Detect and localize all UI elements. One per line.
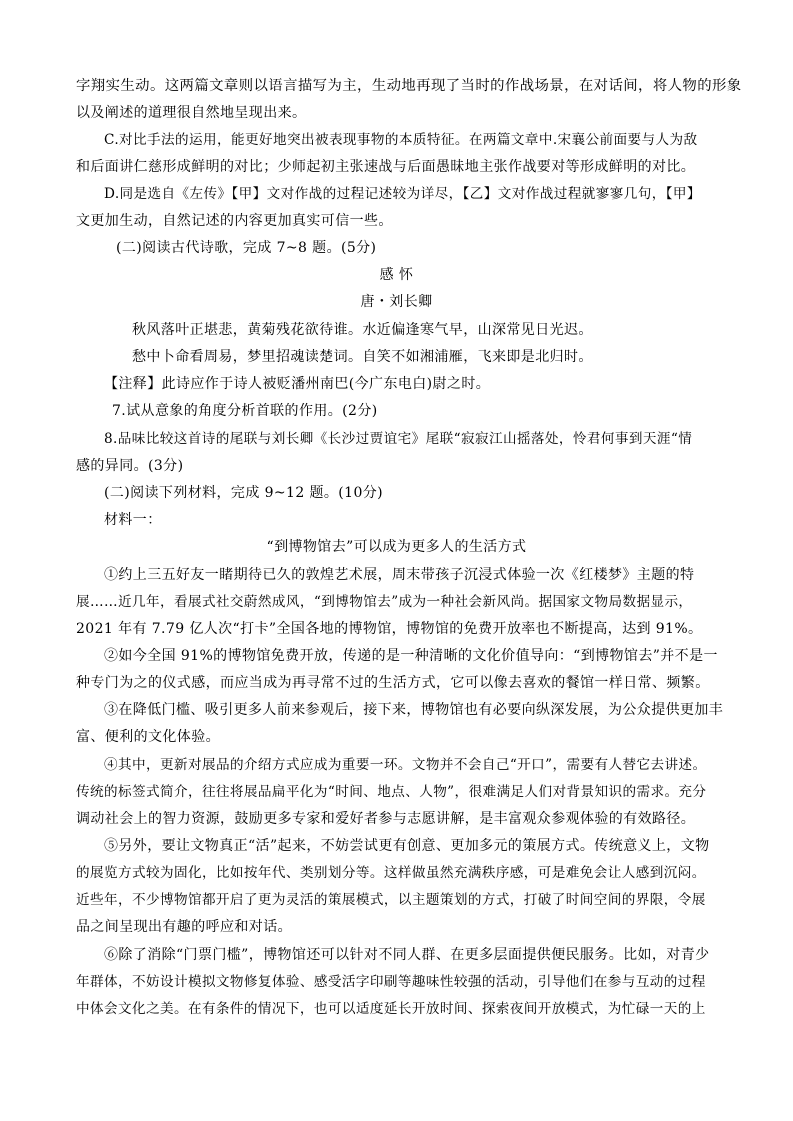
poem-note: 【注释】此诗应作于诗人被贬潘州南巴(今广东电白)尉之时。 xyxy=(104,376,491,392)
material-label: 材料一： xyxy=(104,512,162,528)
paragraph-3-line-2: 富、便利的文化体验。 xyxy=(76,729,220,745)
paragraph-4-line-1: ④其中，更新对展品的介绍方式应成为重要一环。文物并不会自己“开口”，需要有人替它去讲述。 xyxy=(104,757,707,773)
option-b-line-3: 以及阐述的道理很自然地呈现出来。 xyxy=(76,105,307,121)
option-d-line-1: D.同是选自《左传》【甲】文对作战的过程记述较为详尽，【乙】文对作战过程就寥寥几句，【甲】 xyxy=(104,186,701,202)
option-b-line-2: 字翔实生动。这两篇文章则以语言描写为主，生动地再现了当时的作战场景，在对话间，将人物的形象 xyxy=(76,78,742,94)
poem-line-1: 秋风落叶正堪悲，黄菊残花欲待谁。水近偏逢寒气早，山深常见日光迟。 xyxy=(132,322,593,338)
option-d-line-2: 文更加生动，自然记述的内容更加真实可信一些。 xyxy=(76,213,393,229)
paragraph-5-line-3: 近些年，不少博物馆都开启了更为灵活的策展模式，以主题策划的方式，打破了时间空间的界限，令展 xyxy=(76,892,706,908)
material-section-heading: (二)阅读下列材料，完成 9~12 题。(10分) xyxy=(104,485,384,501)
poem-line-2: 愁中卜命看周易，梦里招魂读楚词。自笑不如湘浦雁，飞来即是北归时。 xyxy=(132,349,593,365)
poem-section-heading: (二)阅读古代诗歌，完成 7~8 题。(5分) xyxy=(116,240,377,256)
paragraph-6-line-2: 年群体，不妨设计模拟文物修复体验、感受活字印刷等趣味性较强的活动，引导他们在参与互动的过程 xyxy=(76,974,706,990)
option-c-line-1: C.对比手法的运用，能更好地突出被表现事物的本质特征。在两篇文章中.宋襄公前面要与人为敌 xyxy=(104,132,698,148)
paragraph-2-line-1: ②如今全国 91%的博物馆免费开放，传递的是一种清晰的文化价值导向：“到博物馆去”并不是一 xyxy=(104,648,718,664)
poem-title: 感 怀 xyxy=(379,267,414,283)
paragraph-5-line-2: 的展览方式较为固化，比如按年代、类别划分等。这样做虽然充满秩序感，可是难免会让人感到沉闷。 xyxy=(76,865,706,881)
paragraph-6-line-1: ⑥除了消除“门票门槛”，博物馆还可以针对不同人群、在更多层面提供便民服务。比如，对青少 xyxy=(104,947,710,963)
paragraph-1-line-3: 2021 年有 7.79 亿人次“打卡”全国各地的博物馆，博物馆的免费开放率也不断提高，达到 91%。 xyxy=(76,621,703,637)
option-c-line-2: 和后面讲仁慈形成鲜明的对比；少师起初主张速战与后面愚昧地主张作战要对等形成鲜明的对比。 xyxy=(76,159,696,175)
paragraph-5-line-4: 品之间呈现出有趣的呼应和对话。 xyxy=(76,919,292,935)
paragraph-3-line-1: ③在降低门槛、吸引更多人前来参观后，接下来，博物馆也有必要向纵深发展，为公众提供更加丰 xyxy=(104,702,724,718)
question-8-line-2: 感的异同。(3分) xyxy=(76,458,184,474)
material-title: “到博物馆去”可以成为更多人的生活方式 xyxy=(266,539,527,555)
paragraph-1-line-1: ①约上三五好友一睹期待已久的敦煌艺术展，周末带孩子沉浸式体验一次《红楼梦》主题的特 xyxy=(104,567,695,583)
poem-author: 唐・刘长卿 xyxy=(360,294,433,310)
question-8-line-1: 8.品味比较这首诗的尾联与刘长卿《长沙过贾谊宅》尾联“寂寂江山摇落处，怜君何事到天涯“情 xyxy=(104,431,693,447)
question-7: 7.试从意象的角度分析首联的作用。(2分) xyxy=(112,403,378,419)
paragraph-6-line-3: 中体会文化之美。在有条件的情况下，也可以适度延长开放时间、探索夜间开放模式，为忙碌一天的上 xyxy=(76,1001,706,1017)
paragraph-4-line-3: 调动社会上的智力资源，鼓励更多专家和爱好者参与志愿讲解，是丰富观众参观体验的有效路径。 xyxy=(76,811,696,827)
paragraph-4-line-2: 传统的标签式简介，往往将展品扁平化为“时间、地点、人物”，很难满足人们对背景知识的需求。充分 xyxy=(76,784,707,800)
paragraph-5-line-1: ⑤另外，要让文物真正“活”起来，不妨尝试更有创意、更加多元的策展方式。传统意义上，文物 xyxy=(104,838,710,854)
paragraph-1-line-2: 展……近几年，看展式社交蔚然成风，“到博物馆去”成为一种社会新风尚。据国家文物局数据显示， xyxy=(76,594,693,610)
paragraph-2-line-2: 种专门为之的仪式感，而应当成为再寻常不过的生活方式，它可以像去喜欢的餐馆一样日常、频繁。 xyxy=(76,675,710,691)
